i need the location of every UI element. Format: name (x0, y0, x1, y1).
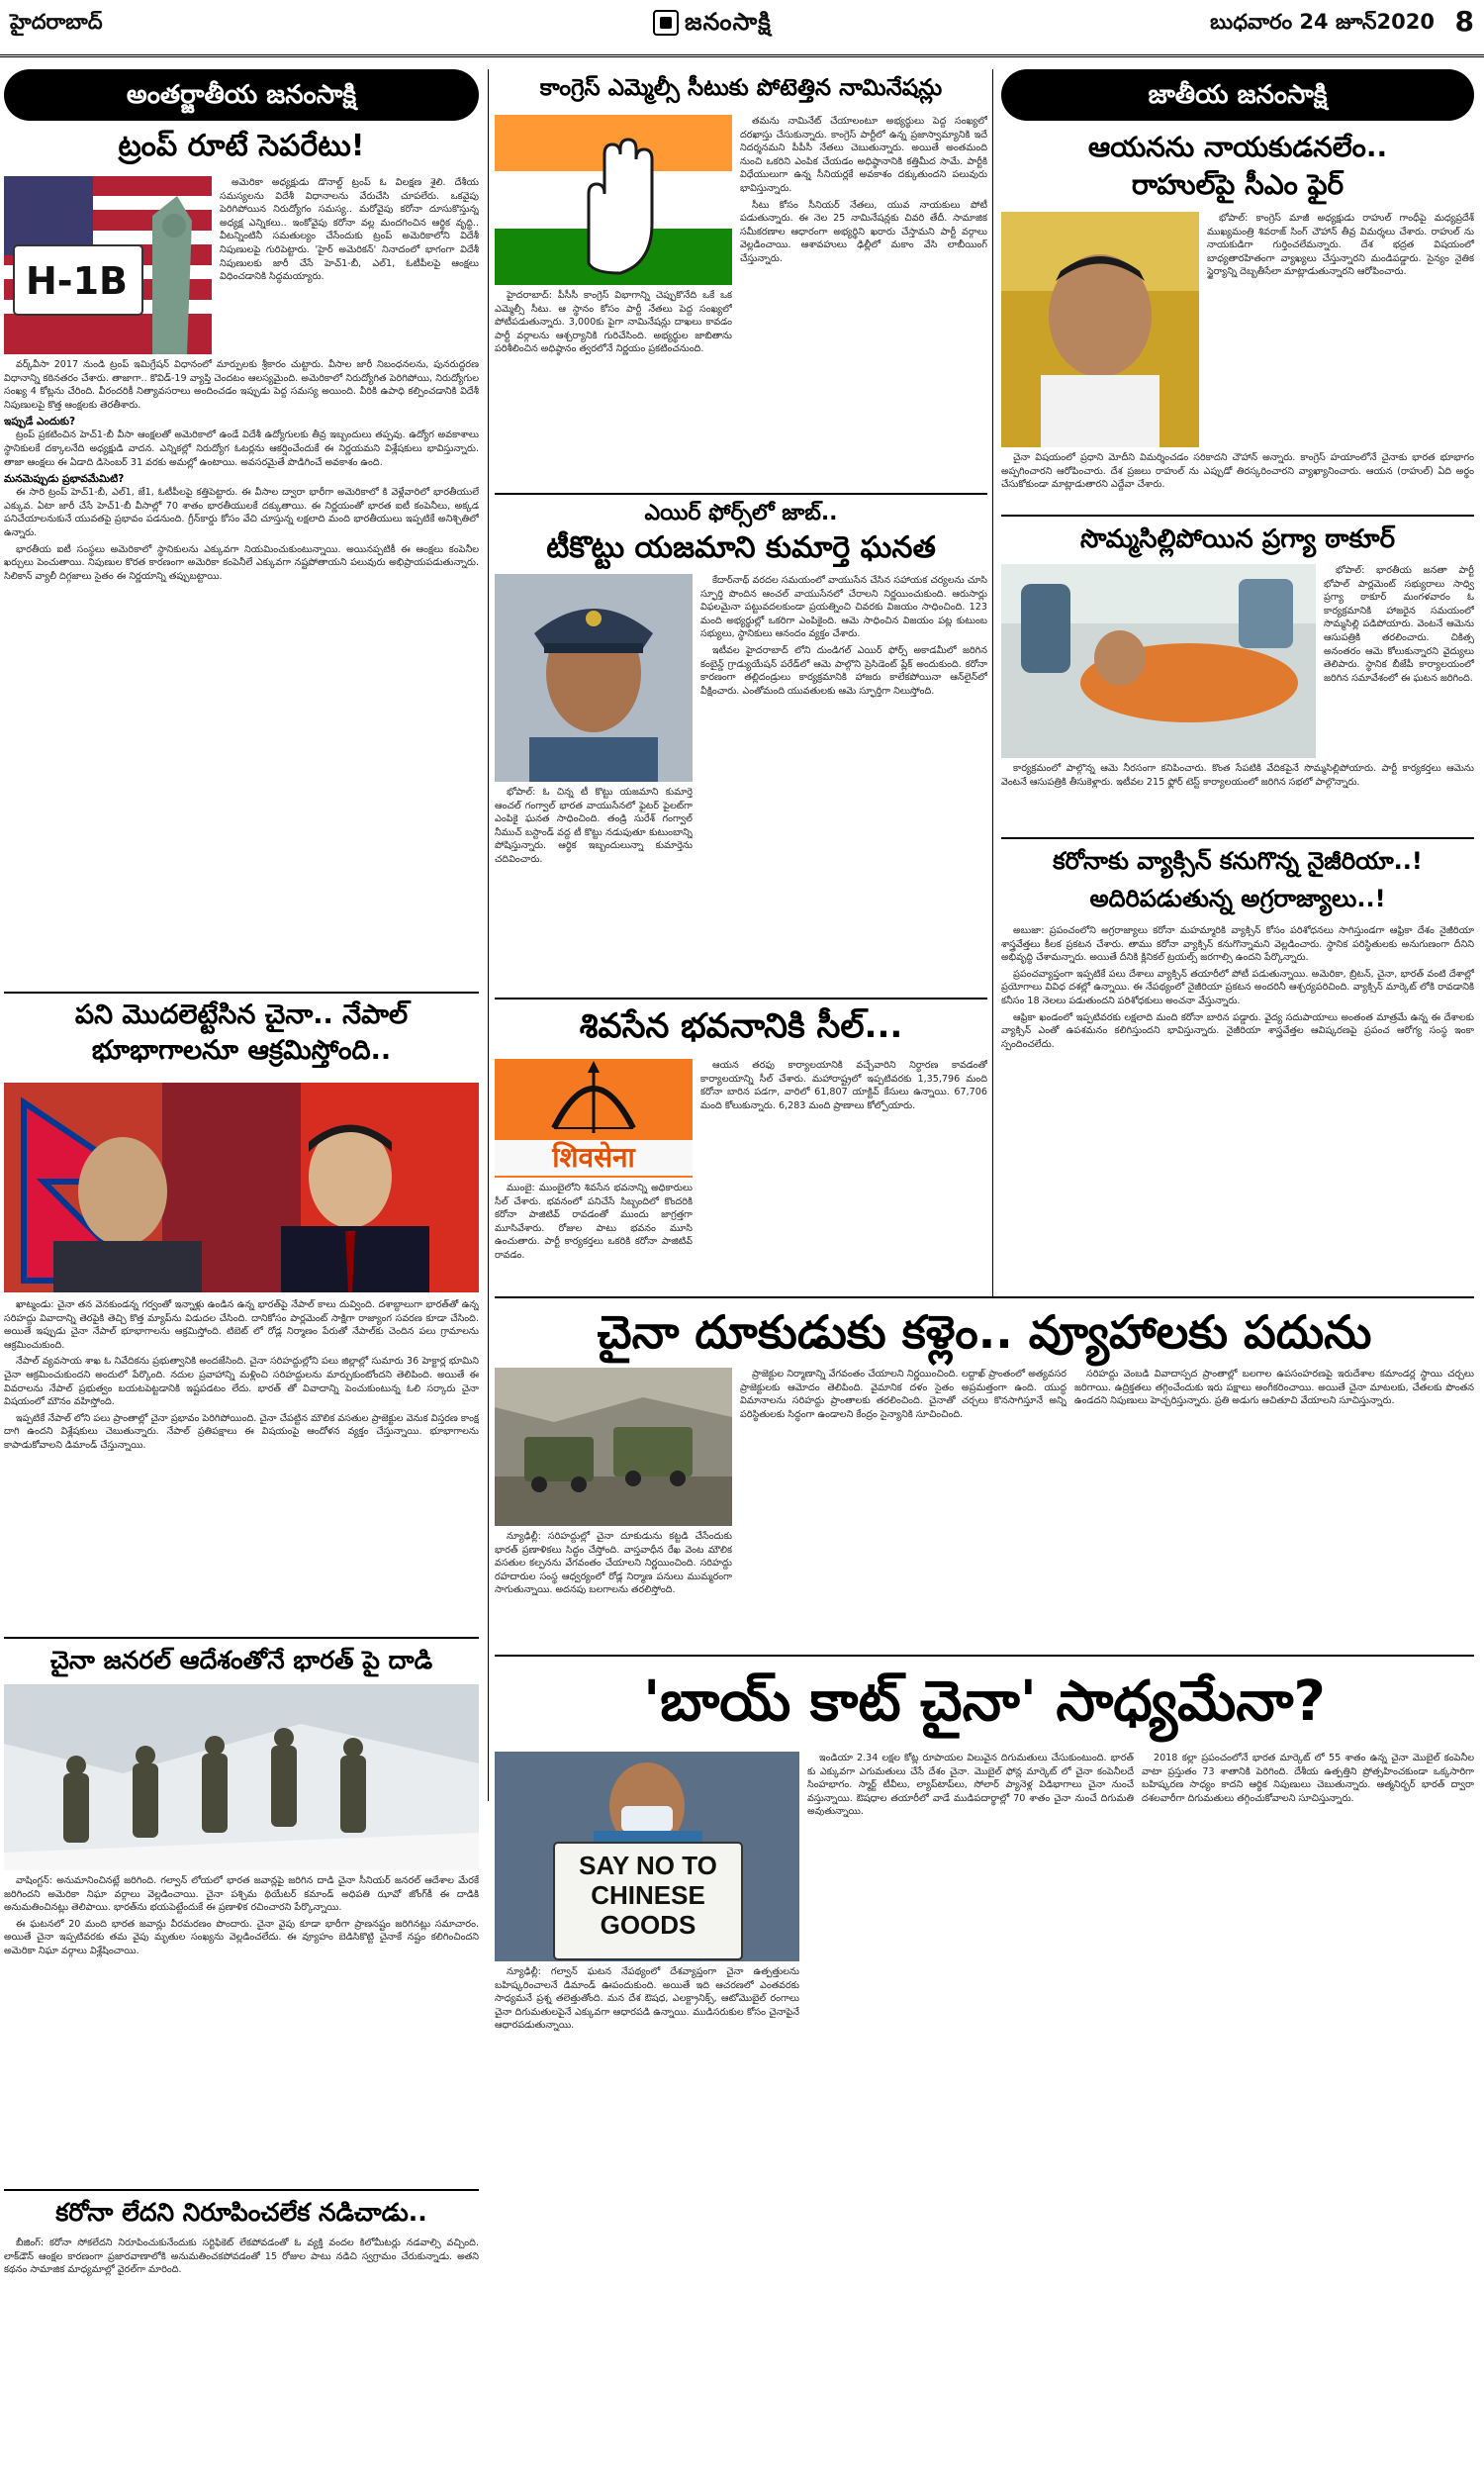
page-number: 8 (1454, 5, 1474, 38)
column-divider (488, 69, 489, 1801)
pragya-photo (1001, 564, 1316, 758)
masthead (0, 0, 1484, 57)
rahul-story-body-1 (1207, 212, 1474, 447)
chief-minister-photo (1001, 212, 1199, 447)
paragraph: 2018 కల్లా ప్రపంచంలోనే భారత మార్కెట్‌ లో 55 శాతం ఉన్న చైనా మొబైల్‌ కంపెనీల వాటా ప్రస్తుతం 73 శాతానికి పెరిగింది. దేశీయ ఉత్పత్తిని ప్రోత్సహించకుండా ఒక్కసారిగా బహిష్కరణ సాధ్యం కాదని ఆర్థిక నిపుణులు చెబుతున్నారు. ఆత్మనిర్భర్‌ భారత్‌ ద్వారా దశలవారీగా దిగుమతులు తగ్గించుకోవాలని సూచిస్తున్నారు. (1142, 1753, 1474, 1804)
headline-china-strategy: చైనా దూకుడుకు కళ్లెం.. వ్యూహాలకు పదును (597, 1305, 1372, 1359)
headline-air-force: టీకొట్టు యజమాని కుమార్తె ఘనత (546, 530, 936, 565)
congress-story-body-2 (740, 115, 987, 487)
headline-china-nepal-2: భూభాగాలనూ ఆక్రమిస్తోంది.. (91, 1035, 392, 1066)
nigeria-vaccine-story-body (1001, 924, 1474, 1290)
paragraph: నేపాల్‌ వ్యవసాయ శాఖ ఓ నివేదికను ప్రభుత్వానికి అందజేసింది. చైనా సరిహద్దుల్లోని పలు జిల్లాల్లో సుమారు 36 హెక్టార్ల భూమిని చైనా ఆక్రమించుకుందని అందులో పేర్కొంది. నదుల ప్రవాహాన్ని మళ్లించి సరిహద్దులను మార్చుకుంటోందని తెలిపింది. అయితే ఈ వివరాలను నేపాల్‌ ప్రభుత్వం బయటపెట్టడానికి ఇష్టపడటం లేదు. భారత్‌ తో వివాదాన్ని పెంచుకుంటున్న ఓలి సర్కారు చైనా విషయంలో మౌనం వహిస్తోంది. (4, 1356, 479, 1408)
paragraph: ఆఫ్రికా ఖండంలో ఇప్పటివరకు లక్షలాది మంది కరోనా బారిన పడ్డారు. వైద్య సదుపాయాలు అంతంత మాత్రమే ఉన్న ఈ దేశాలకు వ్యాక్సిన్‌ ఎంతో ఉపశమనం కలిగిస్తుందని భావిస్తున్నారు. నైజీరియా శాస్త్రవేత్తల ఆవిష్కరణపై ప్రపంచ ఆరోగ్య సంస్థ ఇంకా స్పందించలేదు. (1001, 1011, 1474, 1050)
h1b-label: H-1B (26, 259, 128, 303)
story-divider (4, 1637, 479, 1639)
paragraph: ట్రంప్‌ ప్రకటించిన హెచ్‌1-బీ వీసా ఆంక్షలతో అమెరికాలో ఉండే విదేశీ ఉద్యోగులకు తీవ్ర ఇబ్బందులు తప్పవు. ఉద్యోగ అవకాశాలు స్థానికులకే దక్కాలనేది అధ్యక్షుడి వాదన. ఎన్నికల్లో నిరుద్యోగ ఓటర్లను ఆకర్షించేందుకే ఈ నిర్ణయమని విశ్లేషకులు భావిస్తున్నారు. తాజా ఆంక్షలు ఈ ఏడాది డిసెంబర్‌ 31 వరకు అమల్లో ఉంటాయి. అవసరమైతే పొడిగించే అవకాశం ఉంది. (4, 429, 479, 468)
china-strategy-body-1 (495, 1530, 732, 1649)
shivsena-logo (495, 1059, 693, 1178)
headline-pragya: సొమ్మసిల్లిపోయిన ప్రగ్యా ఠాకూర్‌ (1079, 524, 1396, 554)
paragraph: బీజింగ్‌: కరోనా సోకలేదని నిరూపించుకునేందుకు సర్టిఫికెట్‌ లేకపోవడంతో ఓ వ్యక్తి వందల కిలోమీటర్లు నడవాల్సి వచ్చింది. లాక్‌డౌన్‌ ఆంక్షల కారణంగా ప్రజారవాణాలోకి అనుమతించకపోవడంతో 15 రోజుల పాటు నడిచి స్వగ్రామం చేరుకున్నాడు. అతని కథనం సామాజిక మాధ్యమాల్లో వైరల్‌గా మారింది. (4, 2237, 479, 2276)
paragraph: హైదరాబాద్‌: పీసీసీ కాంగ్రెస్‌ విభాగాన్ని చెప్పుకొనేది ఒకే ఒక ఎమ్మెల్సీ సీటు. ఆ స్థానం కోసం పార్టీ నేతలు పెద్ద సంఖ్యలో పోటీపడుతున్నారు. 3,000కు పైగా నామినేషన్లు దాఖలు కావడం పార్టీ వర్గాలను ఆశ్చర్యానికి గురిచేసింది. అభ్యర్థుల జాబితాను పరిశీలించిన అధిష్ఠానం త్వరలోనే నిర్ణయం ప్రకటించనుంది. (495, 290, 732, 355)
rahul-story-body-2 (1001, 451, 1474, 511)
newspaper-logo-icon (653, 10, 679, 36)
paragraph: వాషింగ్టన్‌: అనుమానించినట్లే జరిగింది. గల్వాన్‌ లోయలో భారత జవాన్లపై జరిగిన దాడి చైనా సీనియర్‌ జనరల్‌ ఆదేశాల మేరకే జరిగిందని అమెరికా నిఘా వర్గాలు వెల్లడించాయి. చైనా పశ్చిమ థియేటర్‌ కమాండ్‌ అధిపతి ఝావో జోంగ్‌కీ ఈ దాడికి అనుమతించినట్లు తెలిపాయి. భారత్‌ను భయపెట్టేందుకే ఈ ప్రణాళిక రచించారని పేర్కొన్నాయి. (4, 1875, 479, 1914)
trump-story-intro (220, 176, 479, 354)
leaders-photo (4, 1083, 479, 1292)
paragraph: ఖాట్మండు: చైనా తన వెనకుండన్న గర్వంతో ఇన్నాళ్లు ఉండిన ఉన్న భారత్‌పై నేపాల్‌ కాలు దువ్వింది. దశాబ్దాలుగా భారత్‌తో ఉన్న సరిహద్దు వివాదాన్ని తెరపైకి తెచ్చి కొత్త మ్యాప్‌ను విడుదల చేసింది. దానికోసం పార్లమెంట్‌ సాక్షిగా రాజ్యాంగ సవరణ కూడా చేసింది. అయితే ఇప్పుడు చైనా నేపాల్‌ భూభాగాలను ఆక్రమిస్తోంది. టిబెట్‌ లో రోడ్ల నిర్మాణం పేరుతో నేపాల్‌కు చెందిన పలు గ్రామాలను ఆక్రమించుకుంది. (4, 1299, 479, 1351)
headline-nigeria-vaccine-1: కరోనాకు వ్యాక్సిన్‌ కనుగొన్న నైజీరియా..! (1053, 847, 1423, 875)
boycott-story-body-3 (1142, 1752, 1474, 2465)
paragraph: భోపాల్‌: భారతీయ జనతా పార్టీ భోపాల్‌ పార్లమెంట్‌ సభ్యురాలు సాధ్వి ప్రగ్యా ఠాకూర్‌ మంగళవారం ఓ కార్యక్రమానికి హాజరైన సమయంలో సొమ్మసిల్లి పడిపోయారు. వెంటనే ఆమెను ఆసుపత్రికి తరలించారు. చికిత్స అనంతరం ఆమె కోలుకున్నారని వైద్యులు తెలిపారు. స్థానిక బీజేపీ కార్యాలయంలో జరిగిన సమావేశంలో ఈ ఘటన జరిగింది. (1324, 565, 1474, 684)
paragraph: సరిహద్దు వెంబడి వివాదాస్పద ప్రాంతాల్లో బలగాల ఉపసంహరణపై ఇరుదేశాల కమాండర్ల స్థాయి చర్చలు జరిగాయి. ఉద్రిక్తతలు తగ్గించేందుకు ఇరు పక్షాలు అంగీకరించాయి. అయితే చైనా మాటలకు, చేతలకు పొంతన ఉండదని నిపుణులు హెచ్చరిస్తున్నారు. ప్రతి అడుగు ఆచితూచి వేయాలని సూచిస్తున్నారు. (1074, 1369, 1474, 1407)
pragya-story-body-2 (1001, 762, 1474, 831)
story-divider (495, 998, 987, 1000)
china-general-story-body (4, 1874, 479, 2186)
newspaper-name: జనంసాక్షి (685, 8, 772, 36)
headline-trump: ట్రంప్‌ రూటే సెపరేటు! (118, 129, 365, 163)
army-convoy-photo (495, 1368, 732, 1526)
paragraph: భారతీయ ఐటీ సంస్థలు అమెరికాలో స్థానికులను ఎక్కువగా నియమించుకుంటున్నాయి. అయినప్పటికీ ఈ ఆంక్షలు కంపెనీల ఖర్చులు పెంచుతాయి. నిపుణుల కొరత కారణంగా అమెరికా కంపెనీలే ఎక్కువగా నష్టపోతాయని పలువురు అభిప్రాయపడుతున్నారు. సిలికాన్‌ వ్యాలీ దిగ్గజాలు సైతం ఈ నిర్ణయాన్ని తప్పుబట్టాయి. (4, 543, 479, 582)
headline-nigeria-vaccine-2: అదిరిపడుతున్న అగ్రరాజ్యాలు..! (1089, 885, 1386, 912)
headline-shivsena: శివసేన భవనానికి సీల్‌... (579, 1006, 903, 1046)
story-divider (4, 992, 479, 994)
paragraph: కార్యక్రమంలో పాల్గొన్న ఆమె నీరసంగా కనిపించారు. కొంత సేపటికి వేదికపైనే సొమ్మసిల్లిపోయారు. పార్టీ కార్యకర్తలు ఆమెను వెంటనే ఆసుపత్రికి తీసుకెళ్లారు. ఇటీవల 215 ఫ్లోర్‌ టెస్ట్‌ కార్యాలయంలో జరిగిన సభలో పాల్గొన్నారు. (1001, 763, 1474, 788)
paragraph: ప్రపంచవ్యాప్తంగా ఇప్పటికే పలు దేశాలు వ్యాక్సిన్‌ తయారీలో పోటీ పడుతున్నాయి. అమెరికా, బ్రిటన్‌, చైనా, భారత్‌ వంటి దేశాల్లో ప్రయోగాలు వివిధ దశల్లో ఉన్నాయి. ఈ నేపథ్యంలో నైజీరియా ప్రకటన అందరినీ ఆశ్చర్యపరిచింది. వ్యాక్సిన్‌ మార్కెట్‌ లోకి రావడానికి కనీసం 18 నెలలు పడుతుందని పరిశోధకులు అంచనా వేస్తున్నారు. (1001, 968, 1474, 1006)
congress-story-body-1 (495, 289, 732, 487)
paragraph: సీటు కోసం సీనియర్‌ నేతలు, యువ నాయకులు పోటీ పడుతున్నారు. ఈ నెల 25 నామినేషన్లకు చివరి తేదీ. సామాజిక సమీకరణాల ఆధారంగా అభ్యర్థిని ఖరారు చేస్తామని పార్టీ వర్గాలు వెల్లడించాయి. ఆశావహులు ఢిల్లీలో మకాం వేసి లాబీయింగ్‌ చేస్తున్నారు. (740, 199, 987, 264)
paragraph: న్యూఢిల్లీ: సరిహద్దుల్లో చైనా దూకుడును కట్టడి చేసేందుకు భారత్‌ ప్రణాళికలు సిద్ధం చేస్తోంది. వాస్తవాధీన రేఖ వెంట మౌలిక వసతుల కల్పనను వేగవంతం చేయాలని నిర్ణయించింది. సరిహద్దు రహదారుల సంస్థ ఆధ్వర్యంలో రోడ్ల నిర్మాణ పనులు ముమ్మరంగా సాగుతున్నాయి. అదనపు బలగాలను తరలిస్తోంది. (495, 1531, 732, 1596)
protest-photo (495, 1752, 799, 1961)
headline-corona-walk: కరోనా లేదని నిరూపించలేక నడిచాడు.. (55, 2198, 427, 2227)
boycott-story-body-1 (495, 1965, 799, 2465)
paragraph: వర్క్‌వీసా 2017 నుండి ట్రంప్‌ ఇమిగ్రేషన్‌ విధానంలో మార్పులకు శ్రీకారం చుట్టారు. వీసాల జారీ నిబంధనలను, పునరుద్ధరణ విధానాన్ని కఠినతరం చేశారు. తాజాగా.. కొవిడ్‌-19 వ్యాప్తి చెందటం ఆలస్యమైంది. అమెరికాలో నిరుద్యోగిత పెరిగిపోయి, నిరుద్యోగుల సంఖ్య 4 కోట్లను చేరింది. వీరందరికీ నిత్యావసరాలు అందించడం ఇప్పుడు పెద్ద సమస్య అయింది. వీరికి ఉపాధి కల్పించడానికి విదేశీ నిపుణులపై కొత్త ఆంక్షలకు తెరతీశారు. (4, 359, 479, 411)
subheading: ఇప్పుడే ఎందుకు? (4, 416, 76, 428)
headline-boycott-china: 'బాయ్‌ కాట్‌ చైనా' సాధ్యమేనా? (643, 1669, 1326, 1734)
paragraph: ఈ సారి ట్రంప్‌ హెచ్‌1-బీ, ఎల్‌1, జే1, ఓటీపీలపై కత్తిపెట్టారు. ఈ వీసాల ద్వారా భారీగా అమెరికాలో కి వెళ్లేవారిలో భారతీయులే ఎక్కువ. ఏటా జారీ చేసే హెచ్‌1-బీ వీసాల్లో 70 శాతం భారతీయులకే దక్కుతాయి. ఈ నిర్ణయంతో భారత ఐటీ కంపెనీలు, అక్కడ పనిచేయాలనుకునే యువతపై ప్రభావం పడనుంది. గ్రీన్‌కార్డు కోసం వేచి చూస్తున్న లక్షలాది మంది భారతీయులు ఇప్పటికే అనిశ్చితిలో ఉన్నారు. (4, 487, 479, 538)
paragraph: కేదార్‌నాథ్‌ వరదల సమయంలో వాయుసేన చేసిన సహాయక చర్యలను చూసి స్ఫూర్తి పొందిన ఆంచల్‌ వాయుసేనలో చేరాలని నిర్ణయించుకుంది. ఆరుసార్లు విఫలమైనా పట్టువదలకుండా ప్రయత్నించి చివరకు విజయం సాధించింది. 123 మంది అభ్యర్థుల్లో ఒకరిగా ఎంపికైంది. ఆమె సాధించిన విజయం పట్ల కుటుంబ సభ్యులు, స్థానికులు ఆనందం వ్యక్తం చేశారు. (700, 575, 987, 640)
china-nepal-story-body (4, 1298, 479, 1635)
paragraph: చైనా విషయంలో ప్రధాని మోదీని విమర్శించడం సరికాదని చౌహాన్‌ అన్నారు. కాంగ్రెస్‌ హయాంలోనే చైనాకు భారత భూభాగం అప్పగించారని ఆరోపించారు. దేశ ప్రజలు రాహుల్‌ ను ఎప్పుడో తిరస్కరించారని వ్యాఖ్యానించారు. ఆయన (రాహుల్‌) ఏది అర్థం చేసుకోకుండా మాట్లాడుతారని ఎద్దేవా చేశారు. (1001, 452, 1474, 491)
subheading: మనమెప్పుడు ప్రభావమేమిటి? (4, 473, 125, 486)
paragraph: అబుజా: ప్రపంచంలోని అగ్రరాజ్యాలు కరోనా మహమ్మారికి వ్యాక్సిన్‌ కోసం పరిశోధనలు సాగిస్తుండగా ఆఫ్రికా దేశం నైజీరియా శాస్త్రవేత్తలు కీలక ప్రకటన చేశారు. తాము కరోనా వ్యాక్సిన్‌ కనుగొన్నామని వెల్లడించారు. స్థానిక పరిస్థితులకు అనుగుణంగా దీనిని అభివృద్ధి చేశామన్నారు. అయితే దీనికి క్లినికల్‌ ట్రయల్స్‌ జరగాల్సి ఉందని పేర్కొన్నారు. (1001, 925, 1474, 964)
soldiers-snow-photo (4, 1684, 479, 1870)
story-divider (495, 493, 987, 495)
protest-placard: SAY NO TO CHINESE GOODS (579, 1851, 717, 1940)
shivsena-logo-text: शिवसेना (495, 1140, 693, 1176)
story-divider (1001, 837, 1474, 839)
headline-congress-mlc: కాంగ్రెస్‌ ఎమ్మెల్సీ సీటుకు పోటెత్తిన నామినేషన్లు (539, 75, 943, 101)
boycott-story-body-2 (807, 1752, 1134, 2465)
section-banner-international: అంతర్జాతీయ జనంసాక్షి (4, 69, 479, 121)
shivsena-story-body-2 (700, 1059, 987, 1292)
congress-logo-image (495, 115, 732, 285)
masthead-city: హైదరాబాద్ (10, 10, 103, 34)
paragraph: ముంబై: ముంబైలోని శివసేన భవనాన్ని అధికారులు సీల్‌ చేశారు. భవనంలో పనిచేసే సిబ్బందిలో కొందరికి కరోనా పాజిటివ్‌ రావడంతో ముందు జాగ్రత్తగా మూసివేశారు. రోజుల పాటు భవనం మూసి ఉంచుతారు. పార్టీ కార్యకర్తలు ఒకరికి కరోనా పాజిటివ్‌ రావడం. (495, 1183, 693, 1261)
story-divider (495, 1296, 1474, 1298)
headline-rahul-1: ఆయనను నాయకుడనలేం.. (1087, 131, 1388, 163)
section-banner-national: జాతీయ జనంసాక్షి (1001, 69, 1474, 121)
china-strategy-body-2 (740, 1368, 1067, 1649)
masthead-date: బుధవారం 24 జూన్‌2020 (1210, 10, 1435, 34)
paragraph: తమను నామినేట్‌ చేయాలంటూ అభ్యర్థులు పెద్ద సంఖ్యలో దరఖాస్తు చేసుకున్నారు. కాంగ్రెస్‌ పార్టీలో ఉన్న ప్రజాస్వామ్యానికి ఇదే నిదర్శనమని పీపీసీ నేతలు చెబుతున్నారు. అయితే అంతమంది నుంచి ఒకరిని ఎంపిక చేయడం అధిష్ఠానానికి కత్తిమీద సామే. పార్టీకి విధేయులుగా ఉన్న సీనియర్లకే అవకాశం దక్కుతుందని పలువురు భావిస్తున్నారు. (740, 116, 987, 194)
trump-story-body (4, 358, 479, 992)
kicker-air-force: ఎయిర్‌ ఫోర్స్‌లో జాబ్‌.. (644, 501, 838, 525)
paragraph: భోపాల్‌: ఓ చిన్న టీ కొట్టు యజమాని కుమార్తె ఆంచల్‌ గంగ్వాల్‌ భారత వాయుసేనలో ఫైటర్‌ పైలట్‌గా ఎంపికై ఘనత సాధించింది. తండ్రి సురేశ్‌ గంగ్వాల్‌ నీముచ్‌ బస్టాండ్‌ వద్ద టీ కొట్టు నడుపుతూ కుటుంబాన్ని పోషిస్తున్నారు. ఆర్థిక ఇబ్బందులున్నా కుమార్తెను చదివించారు. (495, 787, 693, 865)
h1b-visa-image (4, 176, 212, 354)
paragraph: భోపాల్‌: కాంగ్రెస్‌ మాజీ అధ్యక్షుడు రాహుల్‌ గాంధీపై మధ్యప్రదేశ్‌ ముఖ్యమంత్రి శివరాజ్‌ సింగ్‌ చౌహాన్‌ తీవ్ర విమర్శలు చేశారు. రాహుల్‌ ను నాయకుడిగా గుర్తించలేమన్నారు. దేశ భద్రత విషయంలో బాధ్యతారహితంగా వ్యాఖ్యలు చేస్తున్నారని మండిపడ్డారు. సైన్యం నైతిక స్థైర్యాన్ని దెబ్బతీసేలా మాట్లాడుతున్నారని ఆరోపించారు. (1207, 213, 1474, 278)
headline-rahul-2: రాహుల్‌పై సీఎం ఫైర్‌ (1131, 168, 1345, 201)
story-divider (495, 1655, 1474, 1657)
paragraph: ఆయన తరఫు కార్యాలయానికి వచ్చేవారిని నిర్ధారణ కావడంతో కార్యాలయాన్ని సీల్‌ చేశారు. మహారాష్ట్రలో ఇప్పటివరకు 1,35,796 మంది కరోనా బారిన పడగా, వారిలో 61,807 యాక్టివ్‌ కేసులు ఉన్నాయి. 67,706 మంది కోలుకున్నారు. 6,283 మంది ప్రాణాలు కోల్పోయారు. (700, 1060, 987, 1111)
china-strategy-body-3 (1074, 1368, 1474, 1649)
story-divider (1001, 515, 1474, 517)
corona-walk-story-body (4, 2237, 479, 2464)
paragraph: అమెరికా అధ్యక్షుడు డొనాల్డ్‌ ట్రంప్‌ ఓ విలక్షణ శైలి. దేశీయ సమస్యలను విదేశీ విధానాలను వేరుచేసి చూపలేరు. ఒకవైపు పెరిగిపోయిన నిరుద్యోగం సమస్య.. మరోవైపు కరోనా దూసుకొస్తున్న అధ్యక్ష ఎన్నికలు.. ఇంకోవైపు కరోనా వల్ల మందగించిన ఆర్థిక వృద్ధి.. వీటన్నింటినీ సమతుల్యం చేసేందుకు ట్రంప్‌ అమెరికాలోని విదేశీ నిపుణులపై గురిపెట్టారు. 'హైర్‌ అమెరికన్‌' నినాదంలో భాగంగా విదేశీ నిపుణులకు జారీ చేసే హెచ్‌1-బీ, ఎల్‌1, ఓటీపీలపై ఆంక్షలు విధించడానికి సిద్ధమయ్యారు. (220, 177, 479, 283)
paragraph: ఇటీవల హైదరాబాద్‌ లోని దుండిగల్‌ ఎయిర్‌ ఫోర్స్‌ అకాడమీలో జరిగిన కంబైన్డ్‌ గ్రాడ్యుయేషన్‌ పరేడ్‌లో ఆమె పాల్గొని ప్రెసిడెంట్‌ ప్లేక్‌ అందుకుంది. కరోనా కారణంగా తల్లిదండ్రులు కార్యక్రమానికి హాజరు కాలేకపోయినా ఆన్‌లైన్‌లో వీక్షించారు. ఎంతోమంది యువతులకు ఆమె స్ఫూర్తిగా నిలుస్తోంది. (700, 644, 987, 697)
paragraph: ప్రాజెక్టుల నిర్మాణాన్ని వేగవంతం చేయాలని నిర్ణయించింది. లద్దాఖ్‌ ప్రాంతంలో అత్యవసర ప్రాజెక్టులకు ఆమోదం తెలిపింది. వైమానిక దళం సైతం అప్రమత్తంగా ఉంది. యుద్ధ విమానాలను సరిహద్దు ప్రాంతాలకు తరలించింది. చైనాతో చర్చలు కొనసాగిస్తూనే అన్ని పరిస్థితులకు సిద్ధంగా ఉండాలని కేంద్రం సైన్యానికి సూచించింది. (740, 1369, 1067, 1420)
pragya-story-body-1 (1324, 564, 1474, 758)
paragraph: న్యూఢిల్లీ: గల్వాన్‌ ఘటన నేపథ్యంలో దేశవ్యాప్తంగా చైనా ఉత్పత్తులను బహిష్కరించాలనే డిమాండ్‌ ఊపందుకుంది. అయితే ఇది ఆచరణలో ఎంతవరకు సాధ్యమనే ప్రశ్న తలెత్తుతోంది. మన దేశ ఔషధ, ఎలక్ట్రానిక్స్‌, ఆటోమొబైల్‌ రంగాలు చైనా దిగుమతులపైనే ఎక్కువగా ఆధారపడి ఉన్నాయి. ముడిసరుకుల కోసం చైనాపైనే ఆధారపడుతున్నాయి. (495, 1966, 799, 2032)
column-divider (992, 69, 993, 1296)
air-force-story-body-2 (700, 574, 987, 994)
headline-china-general: చైనా జనరల్‌ ఆదేశంతోనే భారత్‌ పై దాడి (49, 1646, 433, 1674)
story-divider (4, 2189, 479, 2191)
pilot-photo (495, 574, 693, 782)
paragraph: ఈ ఘటనలో 20 మంది భారత జవాన్లు వీరమరణం పొందారు. చైనా వైపు కూడా భారీగా ప్రాణనష్టం జరిగినట్లు సమాచారం. అయితే చైనా ఇప్పటివరకు తమ వైపు మృతుల సంఖ్యను వెల్లడించలేదు. ఈ వ్యూహం బెడిసికొట్టి చైనాకే నష్టం కలిగించిందని అమెరికా నిఘా వర్గాలు విశ్లేషించాయి. (4, 1918, 479, 1956)
headline-china-nepal-1: పని మొదలెట్టేసిన చైనా.. నేపాల్‌ (74, 1000, 409, 1030)
shivsena-story-body-1 (495, 1182, 693, 1292)
paragraph: ఇండియా 2.34 లక్షల కోట్ల రూపాయల విలువైన దిగుమతులు చేసుకుంటుంది. భారత్‌ కు ఎక్కువగా ఎగుమతులు చేసే దేశం చైనా. మొబైల్‌ ఫోన్ల మార్కెట్‌ లో చైనా కంపెనీలదే సింహభాగం. స్మార్ట్‌ టీవీలు, ల్యాప్‌టాప్‌లు, సోలార్‌ ప్యానెళ్ల విడిభాగాలు చైనా నుంచే వస్తున్నాయి. ఔషధాల తయారీలో వాడే ముడిపదార్థాల్లో 70 శాతం చైనా నుంచే దిగుమతి అవుతున్నాయి. (807, 1753, 1134, 1818)
newspaper-logo (653, 8, 772, 42)
air-force-story-body-1 (495, 786, 693, 994)
paragraph: ఇప్పటికే నేపాల్‌ లోని పలు ప్రాంతాల్లో చైనా ప్రభావం పెరిగిపోయింది. చైనా చేపట్టిన మౌలిక వసతుల ప్రాజెక్టుల వెనుక విస్తరణ కాంక్ష దాగి ఉందని విశ్లేషకులు చెబుతున్నారు. నేపాల్‌ ప్రతిపక్షాలు ఈ విషయంపై ఆందోళన వ్యక్తం చేస్తున్నాయి. భూభాగాలను కాపాడుకోవాలని డిమాండ్‌ చేస్తున్నాయి. (4, 1412, 479, 1451)
